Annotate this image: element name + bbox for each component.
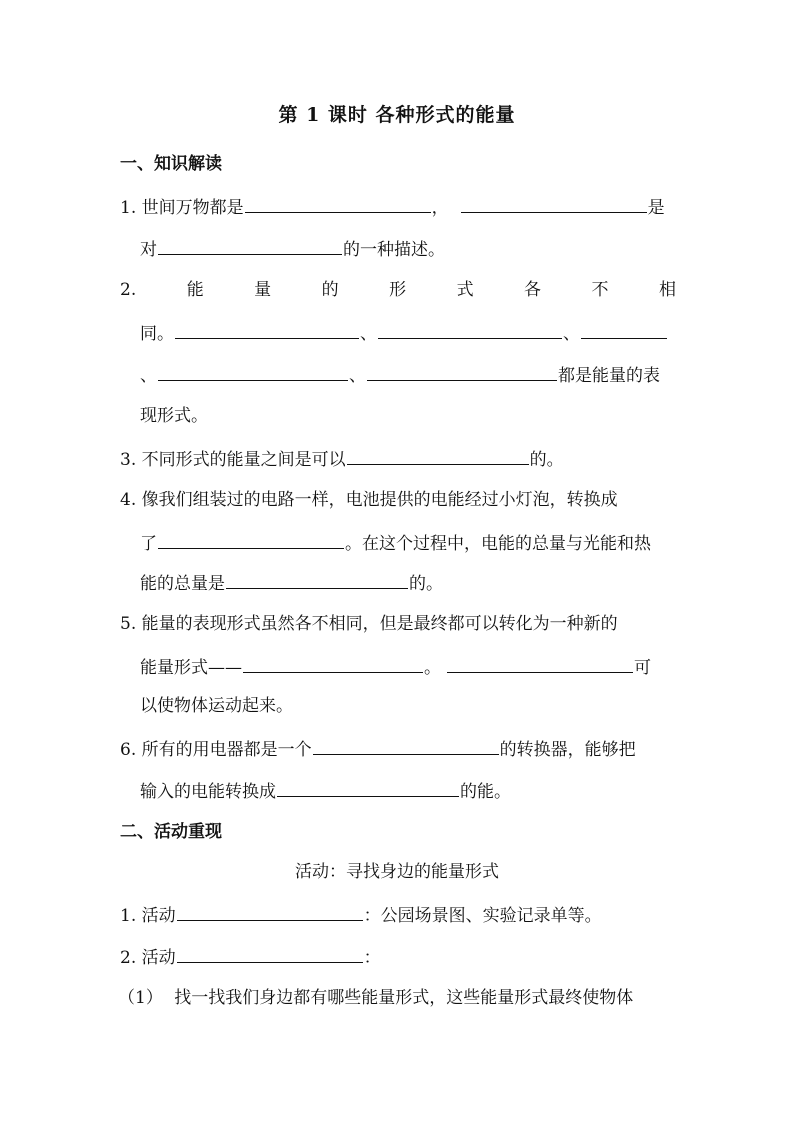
question-text: 量	[254, 280, 272, 300]
answer-blank[interactable]	[177, 944, 363, 963]
answer-blank[interactable]	[243, 654, 423, 673]
question-5-line-2	[140, 654, 651, 680]
question-6-line-1	[120, 736, 636, 762]
question-3	[120, 446, 564, 472]
section-heading-knowledge: 一、知识解读	[120, 154, 222, 174]
activity-item-2	[120, 944, 381, 970]
question-text: 的。	[529, 450, 564, 470]
page-title: 第 1 课时 各种形式的能量	[278, 104, 516, 126]
question-1-line-2	[140, 236, 445, 262]
question-text: 像我们组装过的电路一样，电池提供的电能经过小灯泡，转换成	[141, 490, 618, 510]
question-text: 式	[456, 280, 474, 300]
question-number: 2.	[120, 948, 137, 968]
answer-blank[interactable]	[158, 362, 348, 381]
activity-title: 活动：寻找身边的能量形式	[295, 862, 499, 882]
question-text: 同。	[140, 324, 174, 344]
question-text: 是	[647, 198, 665, 218]
question-text: 输入的电能转换成	[140, 782, 276, 802]
question-text: 不同形式的能量之间是可以	[141, 450, 346, 470]
question-2-line-3	[140, 362, 660, 388]
question-text: 。在这个过程中，电能的总量与光能和热	[345, 534, 651, 554]
question-text: ：公园场景图、实验记录单等。	[363, 906, 602, 926]
question-number: 6.	[120, 740, 137, 760]
answer-blank[interactable]	[367, 362, 557, 381]
question-text: 现形式。	[140, 406, 208, 426]
activity-subitem-1	[118, 986, 633, 1010]
question-text: 。	[424, 658, 441, 678]
question-number: 1.	[120, 198, 137, 218]
question-text: 相	[658, 280, 676, 300]
question-text: 世间万物都是	[141, 198, 244, 218]
question-2-line-1	[120, 278, 676, 302]
activity-item-1	[120, 902, 602, 928]
question-number: 2.	[120, 280, 137, 300]
question-text: 形	[389, 280, 407, 300]
question-5-line-3	[140, 694, 293, 718]
answer-blank[interactable]	[245, 194, 431, 213]
question-number: 1.	[120, 906, 137, 926]
question-text: 的	[321, 280, 339, 300]
question-text: 以使物体运动起来。	[140, 696, 293, 716]
question-text: 的一种描述。	[343, 240, 445, 260]
question-text: 能量的表现形式虽然各不相同，但是最终都可以转化为一种新的	[141, 614, 618, 634]
question-5-line-1	[120, 612, 618, 636]
question-text: 各	[524, 280, 542, 300]
question-number: 5.	[120, 614, 137, 634]
question-4-line-1	[120, 488, 618, 512]
question-6-line-2	[140, 778, 511, 804]
question-2-line-2	[140, 320, 668, 346]
section-heading-activity: 二、活动重现	[120, 822, 222, 842]
answer-blank[interactable]	[158, 530, 344, 549]
question-number: 3.	[120, 450, 137, 470]
question-text: 的转换器，能够把	[499, 740, 636, 760]
question-1-line-1	[120, 194, 665, 220]
question-text: 的能。	[460, 782, 511, 802]
question-text: 不	[591, 280, 609, 300]
answer-blank[interactable]	[447, 654, 633, 673]
question-number: 4.	[120, 490, 137, 510]
question-text: 活动	[141, 906, 176, 926]
answer-blank[interactable]	[461, 194, 647, 213]
answer-blank[interactable]	[347, 446, 529, 465]
question-text: 所有的用电器都是一个	[141, 740, 312, 760]
question-text: 找一找我们身边都有哪些能量形式，这些能量形式最终使物体	[174, 988, 634, 1008]
answer-blank[interactable]	[177, 902, 363, 921]
separator: 、	[349, 366, 366, 386]
question-text: 都是能量的表	[558, 366, 660, 386]
question-text: 活动	[141, 948, 176, 968]
answer-blank[interactable]	[378, 320, 562, 339]
question-text: 能的总量是	[140, 574, 225, 594]
answer-blank[interactable]	[175, 320, 359, 339]
question-2-line-4	[140, 404, 208, 428]
question-4-line-2	[140, 530, 651, 556]
question-text: 可	[634, 658, 651, 678]
question-text: ，	[431, 198, 449, 218]
separator: 、	[563, 324, 580, 344]
answer-blank[interactable]	[158, 236, 342, 255]
question-number: （1）	[118, 988, 163, 1008]
separator: 、	[360, 324, 377, 344]
answer-blank[interactable]	[313, 736, 499, 755]
question-text: 的。	[409, 574, 443, 594]
separator: 、	[140, 366, 157, 386]
question-text: 了	[140, 534, 157, 554]
question-text: 能	[186, 280, 204, 300]
answer-blank[interactable]	[277, 778, 459, 797]
answer-blank[interactable]	[226, 570, 408, 589]
question-text: ：	[363, 948, 381, 968]
answer-blank[interactable]	[581, 320, 667, 339]
question-text: 对	[140, 240, 157, 260]
question-text: 能量形式——	[140, 658, 242, 678]
question-4-line-3	[140, 570, 443, 596]
